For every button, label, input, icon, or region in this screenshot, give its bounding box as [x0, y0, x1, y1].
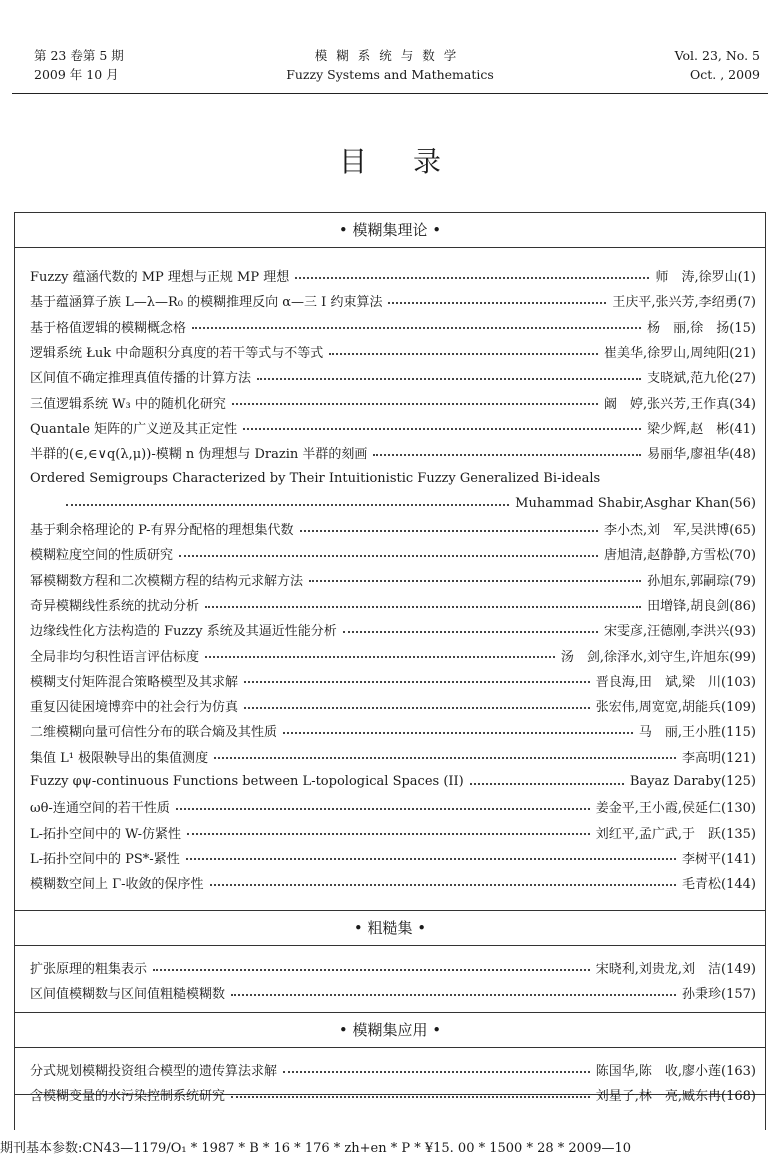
toc-entry-title: 基于格值逻辑的模糊概念格 [30, 320, 187, 336]
toc-entry[interactable] [30, 389, 756, 414]
toc-entry-title: 全局非均匀积性语言评估标度 [30, 649, 200, 665]
toc-entry-authors-page: 阚 婷,张兴芳,王作真(34) [604, 396, 756, 412]
toc-entry[interactable] [30, 364, 756, 389]
toc-entry-authors-page: 宋雯彦,汪德刚,李洪兴(93) [604, 624, 756, 640]
toc-entry[interactable] [30, 440, 756, 465]
toc-entry[interactable] [30, 693, 756, 718]
dot-leader [187, 833, 590, 835]
dot-leader [243, 428, 641, 430]
dot-leader [210, 884, 676, 886]
dot-leader [244, 681, 590, 683]
dot-leader [192, 327, 641, 329]
toc-entry[interactable] [30, 820, 756, 845]
toc-entry-title: L-拓扑空间中的 W-仿紧性 [30, 826, 181, 842]
dot-leader [295, 277, 649, 279]
toc-entry-title: Fuzzy φψ-continuous Functions between L-topological Spaces (II) [30, 774, 464, 790]
dot-leader [283, 1071, 590, 1073]
dot-leader [153, 969, 590, 971]
toc-entry[interactable] [30, 465, 756, 490]
journal-name-cn: 模糊系统与数学 [314, 48, 466, 63]
toc-entry[interactable] [30, 1057, 756, 1082]
dot-leader [179, 555, 598, 557]
toc-entry[interactable] [30, 794, 756, 819]
dot-leader [470, 783, 624, 785]
toc-entry-title: 模糊粒度空间的性质研究 [30, 548, 174, 564]
toc-entry-title: 三值逻辑系统 W₃ 中的随机化研究 [30, 396, 226, 412]
dot-leader [309, 580, 641, 582]
toc-entry[interactable] [30, 339, 756, 364]
toc-entry[interactable] [30, 744, 756, 769]
toc-entry-title: 基于蕴涵算子族 L—λ—R₀ 的模糊推理反向 α—三 I 约束算法 [30, 295, 383, 311]
toc-entry[interactable] [30, 1082, 756, 1107]
toc-entry[interactable] [30, 955, 756, 980]
toc-entry-title: 模糊数空间上 Γ-收敛的保序性 [30, 877, 204, 893]
toc-entry-authors-page: 宋晓利,刘贵龙,刘 洁(149) [595, 962, 756, 978]
toc-entry-title: 奇异模糊线性系统的扰动分析 [30, 599, 200, 614]
toc-entry[interactable] [30, 617, 756, 642]
toc-entry-title: Quantale 矩阵的广义逆及其正定性 [30, 421, 238, 437]
dot-leader [231, 1096, 590, 1098]
toc-entry-authors-page: 陈国华,陈 收,廖小莲(163) [595, 1064, 756, 1080]
toc-entry[interactable] [30, 718, 756, 743]
toc-entry-authors-page: 师 涛,徐罗山(1) [655, 270, 756, 286]
toc-entry[interactable] [30, 415, 756, 440]
toc-entry[interactable] [30, 516, 756, 541]
dot-leader [257, 378, 641, 380]
toc-entry-authors-page: 崔美华,徐罗山,周纯阳(21) [604, 346, 756, 362]
toc-entry[interactable] [30, 541, 756, 566]
issue-date-en: Oct. , 2009 [690, 67, 760, 82]
toc-entry-title: 边缘线性化方法构造的 Fuzzy 系统及其逼近性能分析 [30, 624, 337, 640]
toc-entry-authors-page: 汤 剑,徐泽水,刘守生,许旭东(99) [560, 649, 756, 665]
toc-entry[interactable] [30, 314, 756, 339]
toc-entry[interactable] [30, 567, 756, 592]
toc-entry[interactable] [30, 592, 756, 617]
journal-name-en: Fuzzy Systems and Mathematics [286, 67, 494, 82]
toc-entry-title: 含模糊变量的水污染控制系统研究 [30, 1089, 226, 1105]
toc-entry-authors-page: 晋良海,田 斌,梁 川(103) [595, 674, 756, 690]
toc-entry-title: 区间值模糊数与区间值粗糙模糊数 [30, 987, 226, 1003]
dot-leader [205, 656, 555, 658]
toc-entry-title: 半群的(∈,∈∨q(λ,μ))-模糊 n 伪理想与 Drazin 半群的刻画 [30, 447, 368, 463]
toc-entry-authors-page: 杨 丽,徐 扬(15) [647, 320, 756, 336]
toc-entry-authors-page: 李高明(121) [682, 750, 756, 766]
dot-leader [231, 994, 676, 996]
toc-entry-authors-page: 李小杰,刘 军,吴洪博(65) [604, 523, 756, 539]
toc-entry-authors-page: 支晓斌,范九伦(27) [647, 371, 756, 387]
dot-leader [329, 353, 598, 355]
toc-entry-authors-page: 孙秉珍(157) [682, 987, 756, 1003]
toc-entry-authors-page: 刘星子,林 亮,臧东冉(168) [595, 1089, 756, 1105]
toc-entry-authors-page: 姜金平,王小霞,侯延仁(130) [595, 801, 756, 817]
dot-leader [373, 454, 641, 456]
toc-entry-title: Fuzzy 蕴涵代数的 MP 理想与正规 MP 理想 [30, 270, 290, 286]
dot-leader [343, 631, 598, 633]
toc-entry-title: 分式规划模糊投资组合模型的遗传算法求解 [30, 1064, 278, 1080]
toc-entry[interactable] [30, 668, 756, 693]
section-list-fuzzy-applications [30, 1057, 756, 1108]
dot-leader [186, 858, 676, 860]
toc-entry[interactable] [30, 769, 756, 794]
toc-entry-title: 模糊支付矩阵混合策略模型及其求解 [30, 674, 239, 690]
journal-parameters: 期刊基本参数:CN43—1179/O₁ * 1987 * B * 16 * 176 * zh+en * P * ¥15. 00 * 1500 * 28 * 2009—10 [0, 1141, 632, 1156]
section-heading-fuzzy-applications: • 模糊集应用 • [14, 1012, 766, 1048]
toc-entry-authors-page: 李树平(141) [682, 851, 756, 867]
dot-leader [205, 606, 641, 608]
toc-entry-title: 逻辑系统 Łuk 中命题积分真度的若干等式与不等式 [30, 346, 324, 362]
toc-entry-authors-page: 刘红平,孟广武,于 跃(135) [595, 826, 756, 842]
toc-entry[interactable] [30, 288, 756, 313]
toc-entry-title: 扩张原理的粗集表示 [30, 962, 148, 978]
page-title: 目录 [338, 145, 487, 178]
volume-en: Vol. 23, No. 5 [674, 48, 760, 63]
toc-entry-title: 重复囚徒困境博弈中的社会行为仿真 [30, 700, 239, 716]
dot-leader [244, 707, 590, 709]
toc-entry-authors-page: 张宏伟,周宽宽,胡能兵(109) [595, 700, 756, 716]
toc-entry-authors-page: 易丽华,廖祖华(48) [647, 447, 756, 463]
header-divider [12, 93, 768, 94]
toc-entry-title: 集值 L¹ 极限鞅导出的集值测度 [30, 750, 209, 766]
toc-entry-authors-page: 梁少辉,赵 彬(41) [647, 421, 756, 437]
toc-entry-authors-page: Bayaz Daraby(125) [629, 774, 756, 790]
toc-entry-authors-page: 毛青松(144) [682, 877, 756, 893]
issue-info-en [675, 46, 760, 84]
toc-entry-title: 基于剩余格理论的 P-有界分配格的理想集代数 [30, 523, 294, 539]
toc-entry-title: 区间值不确定推理真值传播的计算方法 [30, 371, 252, 387]
toc-entry-continuation[interactable] [30, 491, 756, 516]
toc-entry[interactable] [30, 263, 756, 288]
toc-entry-title: Ordered Semigroups Characterized by Their Intuitionistic Fuzzy Generalized Bi-ideals [30, 470, 601, 486]
dot-leader [283, 732, 633, 734]
toc-entry-authors-page: 马 丽,王小胜(115) [638, 725, 756, 741]
section-list-rough-sets [30, 955, 756, 1006]
toc-entry-title: L-拓扑空间中的 PS*-紧性 [30, 851, 180, 867]
toc-entry[interactable] [30, 642, 756, 667]
toc-entry-title: 幂模糊数方程和二次模糊方程的结构元求解方法 [30, 573, 304, 589]
toc-entry-authors-page: Muhammad Shabir,Asghar Khan(56) [515, 495, 756, 511]
dot-leader [300, 530, 598, 532]
dot-leader [388, 302, 606, 304]
journal-name [0, 46, 780, 84]
section-list-fuzzy-set-theory [30, 263, 756, 895]
toc-entry-authors-page: 王庆平,张兴芳,李绍勇(7) [612, 295, 756, 311]
toc-entry[interactable] [30, 870, 756, 895]
issue-date-cn: 2009 年 10 月 [34, 67, 119, 82]
toc-entry[interactable] [30, 980, 756, 1005]
toc-entry-authors-page: 田增锋,胡良剑(86) [647, 599, 756, 614]
toc-entry-title: 二维模糊向量可信性分布的联合熵及其性质 [30, 725, 278, 741]
section-heading-rough-sets: • 粗糙集 • [14, 910, 766, 946]
issue-number-cn: 第 23 卷第 5 期 [34, 48, 124, 63]
dot-leader [232, 403, 598, 405]
dot-leader [176, 808, 590, 810]
toc-entry-authors-page: 唐旭清,赵静静,方雪松(70) [604, 548, 756, 564]
section-heading-fuzzy-set-theory: • 模糊集理论 • [14, 212, 766, 248]
toc-entry[interactable] [30, 845, 756, 870]
toc-entry-title: ωθ-连通空间的若干性质 [30, 801, 170, 817]
dot-leader [214, 757, 676, 759]
toc-entry-authors-page: 孙旭东,郭嗣琮(79) [647, 573, 756, 589]
dot-leader [66, 504, 509, 506]
